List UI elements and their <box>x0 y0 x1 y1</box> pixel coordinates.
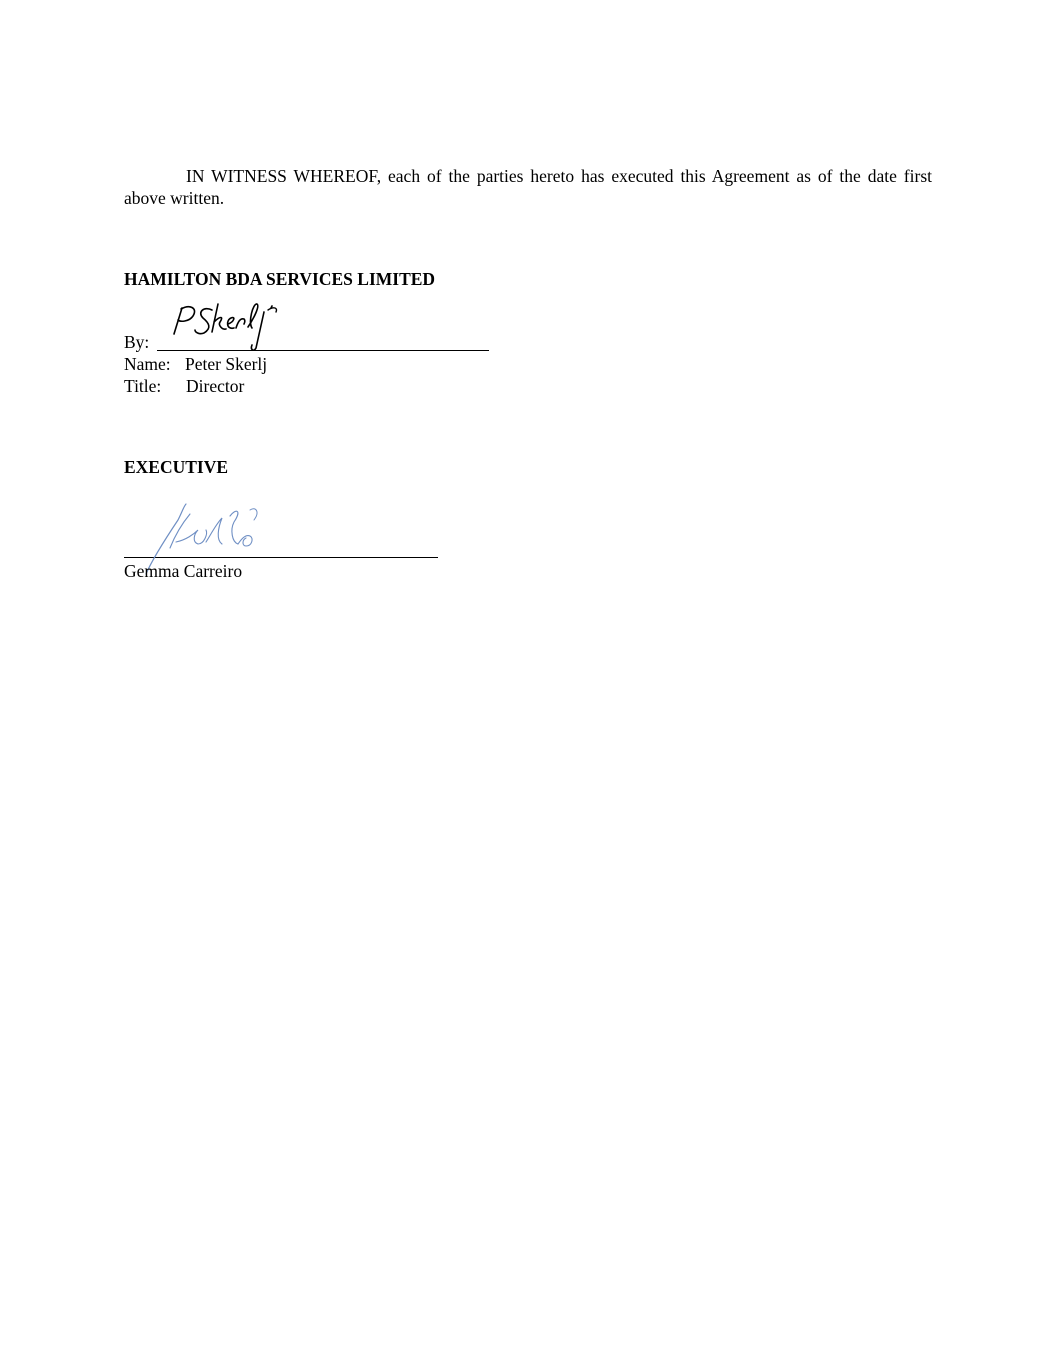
name-value: Peter Skerlj <box>185 354 268 374</box>
title-value: Director <box>186 376 245 396</box>
executive-heading: EXECUTIVE <box>124 457 229 477</box>
signer-title-line <box>124 375 244 397</box>
witness-paragraph: IN WITNESS WHEREOF, each of the parties hereto has executed this Agreement as of the date first above written. <box>124 166 932 208</box>
signer-name-line <box>124 353 267 375</box>
executive-name: Gemma Carreiro <box>124 561 243 581</box>
company-heading: HAMILTON BDA SERVICES LIMITED <box>124 269 436 289</box>
title-label: Title: <box>124 376 162 396</box>
company-signature <box>168 300 286 352</box>
by-label: By: <box>124 332 150 352</box>
name-label: Name: <box>124 354 171 374</box>
